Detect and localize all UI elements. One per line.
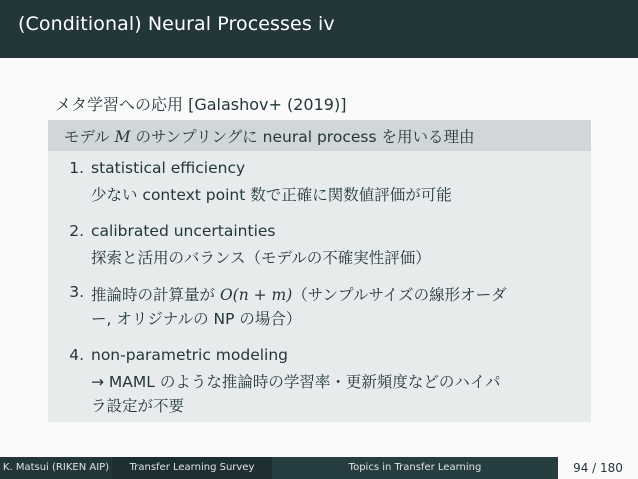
list-item-number: 4. [69,346,84,364]
list-item-number: 2. [69,222,84,240]
list-item-number: 3. [69,283,84,301]
footer-author: K. Matsui (RIKEN AIP) [2,462,110,473]
list-item-heading [91,283,507,305]
list-item-detail: ー, オリジナルの NP の場合） [91,310,302,328]
slide-subheading: メタ学習への応用 [Galashov+ (2019)] [55,95,347,114]
complexity-suffix: （サンプルサイズの線形オーダ [292,286,507,304]
block-title-math: M [114,128,131,146]
footer-short-title: Transfer Learning Survey [112,457,272,479]
list-item-number: 1. [69,159,84,177]
content-block [48,120,591,422]
block-title-prefix: モデル [64,128,115,146]
footer-section: Topics in Transfer Learning [272,457,558,479]
list-item-detail: ラ設定が不要 [91,397,185,415]
footer-page-number: 94 / 180 [558,457,638,479]
slide-title: (Conditional) Neural Processes iv [18,13,335,35]
list-item-detail: 探索と活用のバランス（モデルの不確実性評価） [91,249,431,267]
complexity-math: O(n + m) [219,286,293,304]
title-bar [0,0,638,58]
footer-bar [0,457,638,479]
list-item-heading: non-parametric modeling [91,346,289,364]
list-item-detail: 少ない context point 数で正確に関数値評価が可能 [91,186,452,204]
block-header [48,120,591,151]
complexity-prefix: 推論時の計算量が [91,286,220,304]
list-item-heading: calibrated uncertainties [91,222,276,240]
block-title-suffix: のサンプリングに neural process を用いる理由 [130,128,475,146]
block-title [64,125,474,147]
list-item-heading: statistical efficiency [91,159,246,177]
list-item-detail: → MAML のような推論時の学習率・更新頻度などのハイパ [91,373,501,391]
